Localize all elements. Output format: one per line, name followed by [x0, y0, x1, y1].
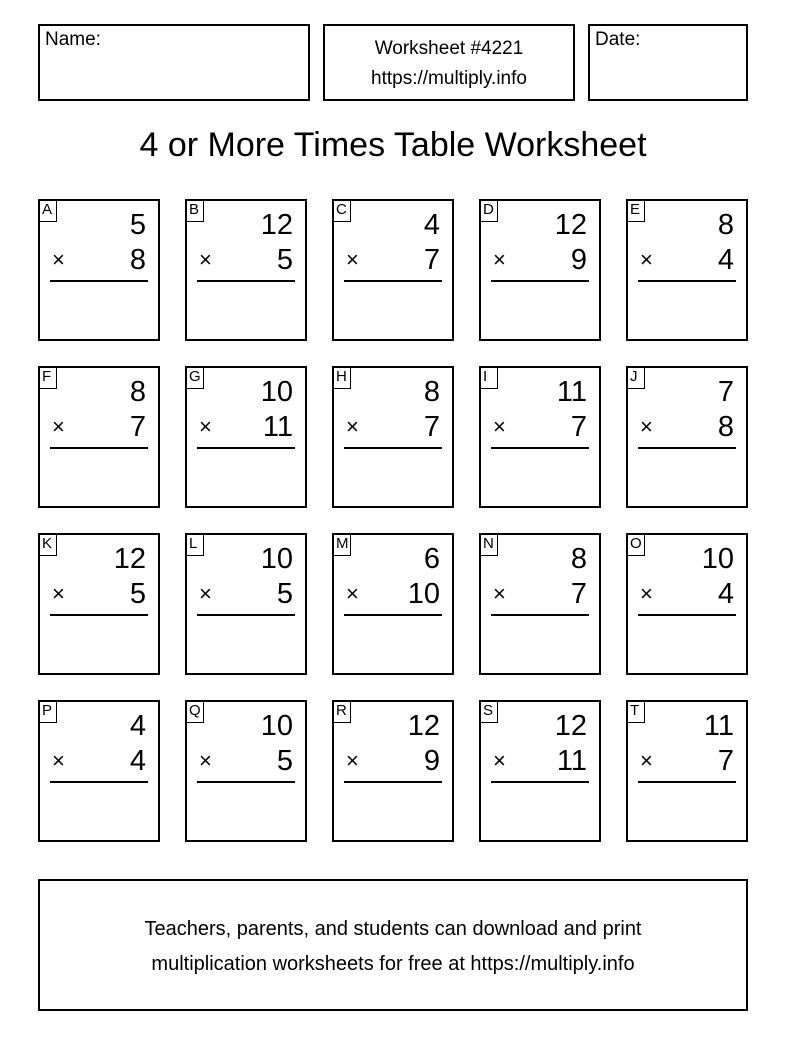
answer-line [197, 781, 295, 783]
times-sign: × [52, 247, 65, 272]
footer-box [38, 879, 748, 1011]
problem-letter: A [38, 199, 57, 222]
problem-letter: N [479, 533, 498, 556]
times-sign: × [346, 748, 359, 773]
multiplicand: 8 [129, 376, 146, 408]
times-sign: × [199, 414, 212, 439]
multiplicand: 4 [423, 209, 440, 241]
problem-card[interactable] [332, 366, 454, 508]
answer-line [491, 280, 589, 282]
problem-letter: S [479, 700, 498, 723]
answer-line [197, 280, 295, 282]
footer-line-1: Teachers, parents, and students can download and print [144, 918, 642, 940]
answer-line [50, 447, 148, 449]
multiplier: 7 [570, 578, 587, 610]
answer-line [638, 781, 736, 783]
footer-line-2: multiplication worksheets for free at https://multiply.info [151, 953, 635, 975]
times-sign: × [493, 247, 506, 272]
multiplicand: 10 [260, 543, 293, 575]
answer-line [491, 447, 589, 449]
problem-letter: C [332, 199, 351, 222]
problem-letter: J [626, 366, 645, 389]
times-sign: × [640, 748, 653, 773]
multiplier: 5 [276, 745, 293, 777]
multiplier: 9 [423, 745, 440, 777]
multiplier: 4 [129, 745, 146, 777]
multiplicand: 8 [570, 543, 587, 575]
multiplicand: 12 [554, 209, 587, 241]
problem-letter: G [185, 366, 204, 389]
problem-card[interactable] [38, 199, 160, 341]
multiplicand: 12 [113, 543, 146, 575]
times-sign: × [493, 748, 506, 773]
multiplier: 4 [717, 244, 734, 276]
page-title: 4 or More Times Table Worksheet [139, 126, 647, 164]
multiplier: 5 [276, 578, 293, 610]
times-sign: × [493, 414, 506, 439]
multiplier: 7 [423, 411, 440, 443]
problem-card[interactable] [626, 366, 748, 508]
problem-card[interactable] [626, 700, 748, 842]
times-sign: × [346, 247, 359, 272]
times-sign: × [52, 748, 65, 773]
problem-card[interactable] [185, 199, 307, 341]
multiplier: 9 [570, 244, 587, 276]
problem-card[interactable] [626, 533, 748, 675]
multiplicand: 11 [703, 710, 734, 742]
problem-card[interactable] [185, 700, 307, 842]
multiplicand: 12 [407, 710, 440, 742]
problem-card[interactable] [479, 366, 601, 508]
multiplier: 10 [407, 578, 440, 610]
times-sign: × [52, 414, 65, 439]
answer-line [344, 614, 442, 616]
multiplier: 4 [717, 578, 734, 610]
answer-line [638, 447, 736, 449]
answer-line [50, 614, 148, 616]
multiplicand: 12 [554, 710, 587, 742]
times-sign: × [52, 581, 65, 606]
multiplicand: 8 [717, 209, 734, 241]
problem-letter: P [38, 700, 57, 723]
multiplicand: 6 [423, 543, 440, 575]
problem-card[interactable] [332, 199, 454, 341]
answer-line [197, 614, 295, 616]
date-label: Date: [595, 29, 641, 50]
times-sign: × [199, 247, 212, 272]
answer-line [638, 614, 736, 616]
multiplier: 5 [276, 244, 293, 276]
problem-letter: Q [185, 700, 204, 723]
problem-card[interactable] [332, 700, 454, 842]
times-sign: × [640, 247, 653, 272]
worksheet-info-box [323, 24, 575, 101]
times-sign: × [493, 581, 506, 606]
multiplier: 7 [570, 411, 587, 443]
answer-line [50, 781, 148, 783]
problem-letter: H [332, 366, 351, 389]
multiplier: 11 [262, 411, 293, 443]
worksheet-number: Worksheet #4221 [374, 38, 524, 59]
answer-line [491, 614, 589, 616]
answer-line [491, 781, 589, 783]
problem-letter: T [626, 700, 645, 723]
times-sign: × [199, 748, 212, 773]
multiplicand: 10 [260, 710, 293, 742]
answer-line [197, 447, 295, 449]
problem-letter: B [185, 199, 204, 222]
answer-line [638, 280, 736, 282]
multiplier: 11 [556, 745, 587, 777]
problem-card[interactable] [185, 533, 307, 675]
problem-card[interactable] [626, 199, 748, 341]
multiplicand: 8 [423, 376, 440, 408]
multiplier: 7 [129, 411, 146, 443]
answer-line [50, 280, 148, 282]
answer-line [344, 447, 442, 449]
problem-letter: D [479, 199, 498, 222]
problem-card[interactable] [479, 533, 601, 675]
times-sign: × [640, 581, 653, 606]
problem-letter: F [38, 366, 57, 389]
problem-letter: E [626, 199, 645, 222]
multiplicand: 4 [129, 710, 146, 742]
multiplicand: 5 [129, 209, 146, 241]
problem-card[interactable] [38, 366, 160, 508]
date-field[interactable] [588, 24, 748, 101]
times-sign: × [640, 414, 653, 439]
multiplicand: 10 [260, 376, 293, 408]
name-label: Name: [45, 29, 101, 50]
multiplicand: 7 [717, 376, 734, 408]
multiplier: 7 [717, 745, 734, 777]
problem-card[interactable] [38, 700, 160, 842]
problem-letter: O [626, 533, 645, 556]
problem-letter: M [332, 533, 351, 556]
answer-line [344, 280, 442, 282]
multiplier: 8 [129, 244, 146, 276]
problem-letter: K [38, 533, 57, 556]
problem-letter: L [185, 533, 204, 556]
multiplicand: 11 [556, 376, 587, 408]
problem-card[interactable] [38, 533, 160, 675]
problem-card[interactable] [479, 700, 601, 842]
multiplier: 5 [129, 578, 146, 610]
times-sign: × [346, 581, 359, 606]
problem-card[interactable] [479, 199, 601, 341]
times-sign: × [346, 414, 359, 439]
name-field[interactable] [38, 24, 310, 101]
problem-card[interactable] [332, 533, 454, 675]
multiplicand: 10 [701, 543, 734, 575]
times-sign: × [199, 581, 212, 606]
problem-letter: I [479, 366, 498, 389]
multiplicand: 12 [260, 209, 293, 241]
worksheet-url: https://multiply.info [371, 68, 527, 89]
multiplier: 8 [717, 411, 734, 443]
problem-card[interactable] [185, 366, 307, 508]
problem-letter: R [332, 700, 351, 723]
multiplier: 7 [423, 244, 440, 276]
answer-line [344, 781, 442, 783]
